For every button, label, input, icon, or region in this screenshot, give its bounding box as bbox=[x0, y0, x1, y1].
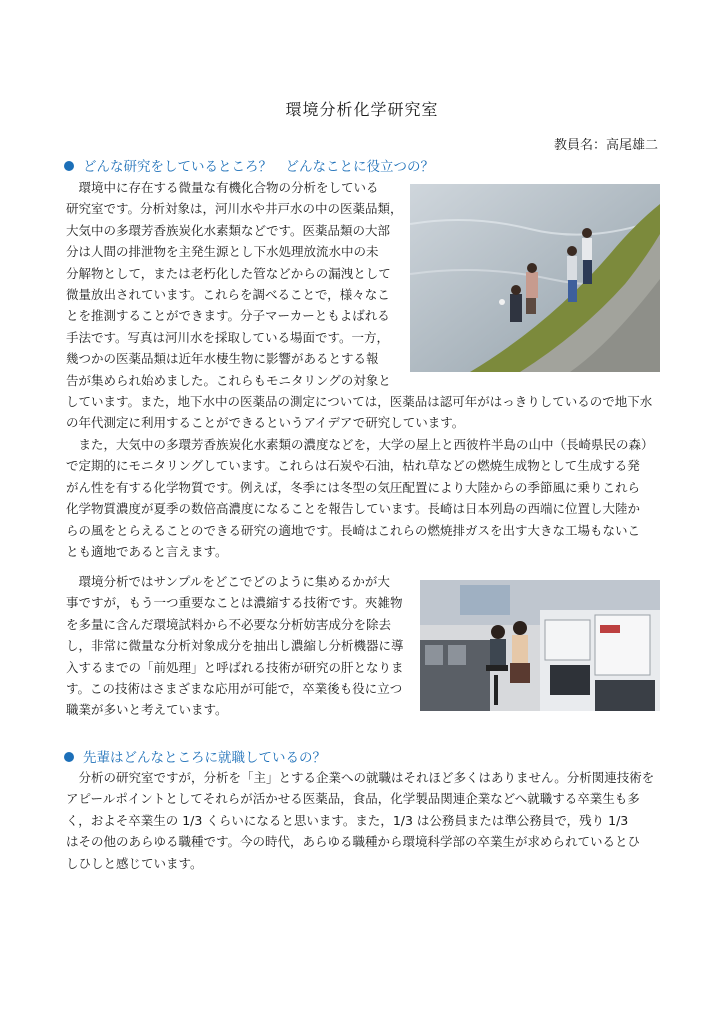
text-line: 幾つかの医薬品類は近年水棲生物に影響があるとする報 bbox=[66, 351, 379, 367]
text-line: 微量放出されています。これらを調べることで，様々なこ bbox=[66, 287, 390, 303]
text-line: 分解物として，または老朽化した管などからの漏洩として bbox=[66, 265, 391, 281]
heading-text: どんな研究をしているところ？ どんなことに役立つの？ bbox=[83, 159, 434, 175]
text-line: の年代測定に利用することができるというアイデアで研究しています。 bbox=[66, 415, 465, 431]
text-line: で定期的にモニタリングしています。これらは石炭や石油，枯れ草などの燃焼生成物として生成する発 bbox=[66, 458, 640, 474]
text-line: しひしと感じています。 bbox=[66, 855, 203, 871]
text-line: とを推測することができます。分子マーカーともよばれる bbox=[66, 308, 390, 324]
bullet-icon bbox=[64, 161, 74, 171]
text-line: を多量に含んだ環境試料から不必要な分析妨害成分を除去 bbox=[66, 616, 392, 632]
research-paragraph-2 bbox=[66, 434, 654, 562]
text-line: 研究室です。分析対象は，河川水や井戸水の中の医薬品類， bbox=[66, 201, 403, 217]
careers-paragraph bbox=[66, 767, 654, 874]
text-line: く，およそ卒業生の 1/3 くらいになると思います。また，1/3 は公務員または準公務員で，残り 1/3 bbox=[66, 812, 629, 828]
bullet-icon bbox=[64, 752, 74, 762]
section-heading-research bbox=[64, 155, 434, 175]
author-name: 教員名：高尾雄二 bbox=[553, 138, 658, 153]
research-paragraph-1 bbox=[66, 177, 652, 434]
text-line: 職業が多いと考えています。 bbox=[66, 702, 228, 718]
text-line: 告が集められ始めました。これらもモニタリングの対象と bbox=[66, 372, 391, 388]
text-line: 手法です。写真は河川水を採取している場面です。一方， bbox=[66, 329, 390, 345]
text-line: がん性を有する化学物質です。例えば，冬季には冬型の気圧配置により大陸からの季節風に乗りこれら bbox=[66, 479, 641, 495]
page-title: 環境分析化学研究室 bbox=[285, 100, 439, 119]
text-line: また，大気中の多環芳香族炭化水素類の濃度などを，大学の屋上と西彼杵半島の山中（長崎県民の森） bbox=[66, 437, 654, 452]
text-line: 環境分析ではサンプルをどこでどのように集めるかが大 bbox=[66, 574, 390, 589]
section-heading-careers bbox=[64, 746, 326, 766]
laboratory-illustration bbox=[420, 580, 660, 711]
text-line: 化学物質濃度が夏季の数倍高濃度になることを報告しています。長崎は日本列島の西端に位置し大陸か bbox=[66, 501, 641, 517]
text-line: しています。また，地下水中の医薬品の測定については，医薬品は認可年がはっきりしているので地下水 bbox=[66, 394, 653, 410]
laboratory-photo bbox=[420, 580, 660, 711]
text-line: アピールポイントとしてそれらが活かせる医薬品，食品，化学製品関連企業などへ就職する卒業生も多 bbox=[66, 791, 640, 807]
text-line: はその他のあらゆる職種です。今の時代，あらゆる職種から環境科学部の卒業生が求められているとひ bbox=[66, 834, 641, 850]
text-line: す。この技術はさまざまな応用が可能で，卒業後も役に立つ bbox=[66, 681, 403, 697]
research-paragraph-3 bbox=[66, 571, 404, 721]
text-line: し，非常に微量な分析対象成分を抽出し濃縮し分析機器に導 bbox=[66, 638, 404, 654]
text-line: 事ですが，もう一つ重要なことは濃縮する技術です。夾雑物 bbox=[66, 595, 403, 611]
text-line: 分は人間の排泄物を主発生源とし下水処理放流水中の未 bbox=[66, 244, 379, 260]
text-line: 大気中の多環芳香族炭化水素類などです。医薬品類の大部 bbox=[66, 222, 391, 238]
text-line: らの風をとらえることのできる研究の適地です。長崎はこれらの燃焼排ガスを出す大きな工場もないこ bbox=[66, 522, 641, 538]
text-line: 分析の研究室ですが，分析を「主」とする企業への就職はそれほど多くはありません。分析関連技術を bbox=[66, 770, 655, 785]
text-line: 入するまでの「前処理」と呼ばれる技術が研究の肝となりま bbox=[66, 659, 404, 675]
heading-text: 先輩はどんなところに就職しているの？ bbox=[83, 750, 326, 766]
text-line: 環境中に存在する微量な有機化合物の分析をしている bbox=[66, 180, 379, 195]
text-line: とも適地であると言えます。 bbox=[66, 544, 228, 560]
